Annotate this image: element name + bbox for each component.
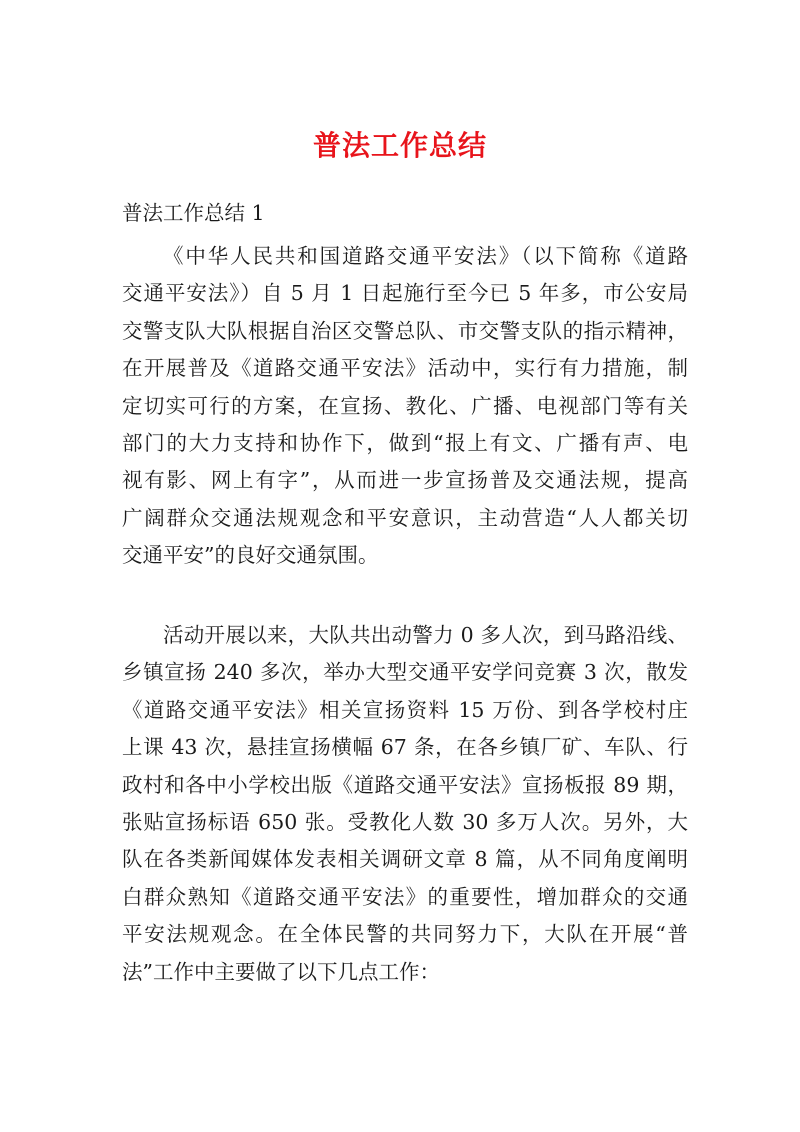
paragraph-line: 交通平安法》）自 5 月 1 日起施行至今已 5 年多，市公安局	[122, 281, 688, 306]
paragraph-line: 视有影、网上有字”，从而进一步宣扬普及交通法规，提高	[122, 468, 688, 493]
document-title: 普法工作总结	[312, 129, 487, 162]
paragraph-line: 政村和各中小学校出版《道路交通平安法》宣扬板报 89 期，	[122, 772, 688, 797]
section-heading: 普法工作总结 1	[122, 201, 265, 225]
paragraph-line: 定切实可行的方案，在宣扬、教化、广播、电视部门等有关	[122, 393, 688, 418]
paragraph-line: 上课 43 次，悬挂宣扬横幅 67 条，在各乡镇厂矿、车队、行	[122, 735, 688, 760]
paragraph-line: 《中华人民共和国道路交通平安法》（以下简称《道路	[163, 244, 688, 268]
paragraph-line: 队在各类新闻媒体发表相关调研文章 8 篇，从不同角度阐明	[122, 847, 688, 872]
paragraph-line: 部门的大力支持和协作下，做到“报上有文、广播有声、电	[122, 430, 688, 455]
paragraph-line: 平安法规观念。在全体民警的共同努力下，大队在开展“普	[122, 922, 688, 947]
paragraph-line: 交警支队大队根据自治区交警总队、市交警支队的指示精神，	[122, 318, 688, 343]
paragraph-line: 张贴宣扬标语 650 张。受教化人数 30 多万人次。另外，大	[122, 809, 688, 834]
paragraph-1	[122, 238, 688, 575]
paragraph-line: 白群众熟知《道路交通平安法》的重要性，增加群众的交通	[122, 884, 688, 909]
paragraph-line: 在开展普及《道路交通平安法》活动中，实行有力措施，制	[122, 356, 688, 381]
paragraph-line: 乡镇宣扬 240 多次，举办大型交通平安学问竞赛 3 次，散发	[122, 660, 688, 685]
paragraph-line: 活动开展以来，大队共出动警力 0 多人次，到马路沿线、	[163, 623, 688, 647]
paragraph-line: 《道路交通平安法》相关宣扬资料 15 万份、到各学校村庄	[122, 697, 688, 722]
paragraph-line: 广阔群众交通法规观念和平安意识，主动营造“人人都关切	[122, 505, 688, 530]
paragraph-line: 交通平安”的良好交通氛围。	[122, 543, 379, 568]
paragraph-line: 法”工作中主要做了以下几点工作：	[122, 959, 440, 984]
paragraph-2	[122, 617, 688, 991]
